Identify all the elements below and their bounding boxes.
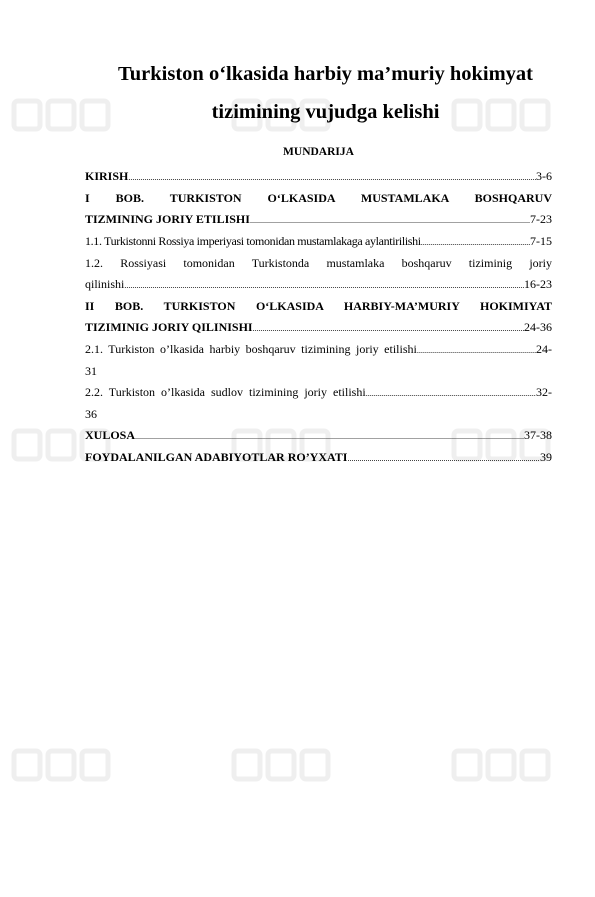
toc-label: KIRISH [85,169,129,183]
toc-page: 24- [536,342,552,356]
toc-entry-adabiyotlar [85,447,552,469]
toc-entry-1-1 [85,231,552,253]
toc-label: 2.1. Turkiston o’lkasida harbiy boshqaruv tizimining joriy etilishi [85,342,417,356]
toc-entry-bob1-line2 [85,209,552,231]
toc-label: 2.2. Turkiston o’lkasida sudlov tizimining joriy etilishi [85,385,366,399]
toc-heading: MUNDARIJA [283,146,354,158]
dot-leader [135,426,524,447]
dot-leader [250,210,530,231]
toc-entry-bob2-line2 [85,317,552,339]
toc-entry-2-2-line2: 36 [85,407,97,421]
toc-label: 1.1. Turkistonni Rossiya imperiyasi tomonidan mustamlakaga aylantirilishi [85,234,421,248]
toc-page: 16-23 [524,277,552,291]
toc-page: 32- [536,385,552,399]
toc-label: qilinishi [85,277,125,291]
toc-page: 3-6 [536,169,552,183]
dot-leader [253,318,524,339]
toc-entry-bob2-line1: II BOB. TURKISTON O‘LKASIDA HARBIY-MA’MURIY HOKIMIYAT [85,299,552,313]
toc-entry-2-1-line1 [85,339,552,361]
watermark-logo [10,745,130,785]
toc-page: 39 [540,450,552,464]
document-title [85,55,552,131]
toc-label: FOYDALANILGAN ADABIYOTLAR RO’YXATI [85,450,348,464]
table-of-contents [85,166,552,469]
dot-leader [366,383,536,404]
toc-page: 7-23 [530,212,552,226]
dot-leader [347,448,540,469]
toc-label: TIZIMINIG JORIY QILINISHI [85,320,253,334]
toc-page: 37-38 [524,428,552,442]
dot-leader [417,340,536,361]
watermark-logo [450,745,570,785]
title-line-1: Turkiston o‘lkasida harbiy ma’muriy hokimyat [117,63,533,85]
dot-leader [421,232,530,253]
toc-entry-2-1-line2: 31 [85,364,97,378]
watermark-logo [230,745,350,785]
toc-entry-xulosa [85,425,552,447]
toc-entry-bob1-line1: I BOB. TURKISTON O‘LKASIDA MUSTAMLAKA BOSHQARUV [85,191,552,205]
toc-entry-kirish [85,166,552,188]
toc-entry-2-2-line1 [85,382,552,404]
document-page [0,55,595,469]
toc-label: XULOSA [85,428,136,442]
dot-leader [124,275,524,296]
toc-page: 24-36 [524,320,552,334]
dot-leader [128,167,536,188]
toc-page: 7-15 [530,234,552,248]
toc-entry-1-2-line2 [85,274,552,296]
title-line-2: tizimining vujudga kelishi [211,101,440,123]
toc-entry-1-2-line1: 1.2. Rossiyasi tomonidan Turkistonda mustamlaka boshqaruv tiziminig joriy [85,256,552,270]
toc-label: TIZMINING JORIY ETILISHI [85,212,250,226]
